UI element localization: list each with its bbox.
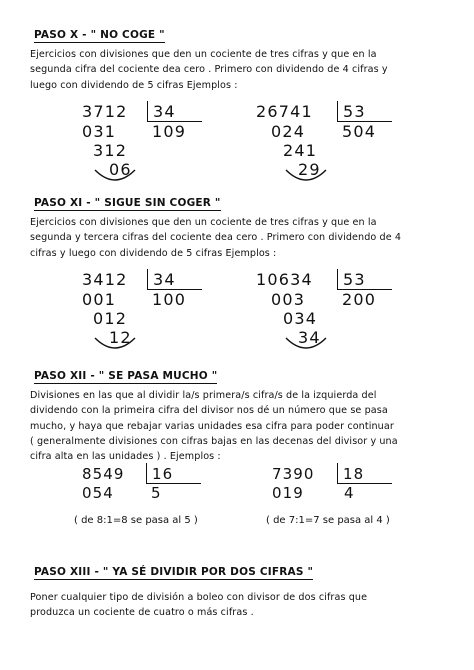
text-line: cifra alta en las unidades ) . Ejemplos : bbox=[30, 451, 221, 463]
divisor: 34 bbox=[153, 102, 176, 121]
section-heading-paso-x: PASO X - " NO COGE " bbox=[34, 29, 165, 41]
text-line: segunda y tercera cifras del cociente dea cero . Primero con dividendo de 4 bbox=[30, 232, 402, 244]
remainder-step: 001 bbox=[82, 290, 117, 309]
divisor: 18 bbox=[343, 465, 365, 483]
section-text-paso-x bbox=[30, 47, 388, 93]
remainder-step: 034 bbox=[283, 309, 318, 328]
quotient: 4 bbox=[344, 484, 355, 502]
text-line: Divisiones en las que al dividir la/s primera/s cifra/s de la izquierda del bbox=[30, 390, 377, 401]
text-line: mucho, y haya que rebajar varias unidades esa cifra para poder continuar bbox=[30, 420, 394, 432]
dividend: 10634 bbox=[256, 270, 313, 289]
remainder-step: 06 bbox=[109, 160, 132, 179]
remainder-step: 34 bbox=[298, 328, 321, 347]
text-line: produzca un cociente de cuatro o más cifras . bbox=[30, 607, 254, 619]
section-heading-paso-xii: PASO XII - " SE PASA MUCHO " bbox=[34, 370, 218, 382]
remainder-step: 12 bbox=[109, 328, 132, 347]
text-line: cifras y luego con dividendo de 5 cifras Ejemplos : bbox=[30, 247, 277, 259]
divisor: 16 bbox=[152, 465, 174, 483]
curve-mark bbox=[284, 336, 328, 352]
divisor: 34 bbox=[153, 270, 176, 289]
text-line: Ejercicios con divisiones que den un cociente de tres cifras y que en la bbox=[30, 217, 377, 228]
section-text-paso-xi bbox=[30, 215, 401, 261]
dividend: 3412 bbox=[82, 270, 128, 289]
remainder-step: 019 bbox=[272, 484, 304, 502]
section-heading-paso-xiii: PASO XIII - " YA SÉ DIVIDIR POR DOS CIFRAS " bbox=[34, 566, 314, 578]
text-line: Poner cualquier tipo de división a boleo con divisor de dos cifras que bbox=[30, 592, 368, 603]
curve-mark bbox=[93, 168, 137, 184]
text-line: dividendo con la primeira cifra del divisor nos dé un número que se pasa bbox=[30, 405, 388, 417]
quotient: 5 bbox=[151, 484, 162, 502]
remainder-step: 241 bbox=[283, 141, 318, 160]
remainder-step: 003 bbox=[271, 290, 306, 309]
remainder-step: 312 bbox=[93, 141, 128, 160]
example-note: ( de 8:1=8 se pasa al 5 ) bbox=[74, 515, 198, 526]
quotient: 100 bbox=[152, 290, 187, 309]
remainder-step: 29 bbox=[298, 160, 321, 179]
text-line: luego con dividendo de 5 cifras Ejemplos : bbox=[30, 79, 238, 91]
quotient: 504 bbox=[342, 122, 377, 141]
curve-mark bbox=[284, 168, 328, 184]
remainder-step: 031 bbox=[82, 122, 117, 141]
section-text-paso-xiii bbox=[30, 590, 367, 621]
text-line: Ejercicios con divisiones que den un cociente de tres cifras y que en la bbox=[30, 49, 377, 60]
dividend: 8549 bbox=[82, 465, 125, 483]
dividend: 7390 bbox=[272, 465, 315, 483]
example-note: ( de 7:1=7 se pasa al 4 ) bbox=[266, 515, 390, 526]
remainder-step: 024 bbox=[271, 122, 306, 141]
section-text-paso-xii bbox=[30, 388, 398, 464]
divisor: 53 bbox=[343, 102, 366, 121]
text-line: ( generalmente divisiones con cifras bajas en las decenas del divisor y una bbox=[30, 435, 398, 447]
section-heading-paso-xi: PASO XI - " SIGUE SIN COGER " bbox=[34, 197, 221, 209]
quotient: 109 bbox=[152, 122, 187, 141]
dividend: 26741 bbox=[256, 102, 313, 121]
remainder-step: 012 bbox=[93, 309, 128, 328]
curve-mark bbox=[93, 336, 137, 352]
remainder-step: 054 bbox=[82, 484, 114, 502]
divisor: 53 bbox=[343, 270, 366, 289]
text-line: segunda cifra del cociente dea cero . Primero con dividendo de 4 cifras y bbox=[30, 64, 388, 76]
quotient: 200 bbox=[342, 290, 377, 309]
dividend: 3712 bbox=[82, 102, 128, 121]
